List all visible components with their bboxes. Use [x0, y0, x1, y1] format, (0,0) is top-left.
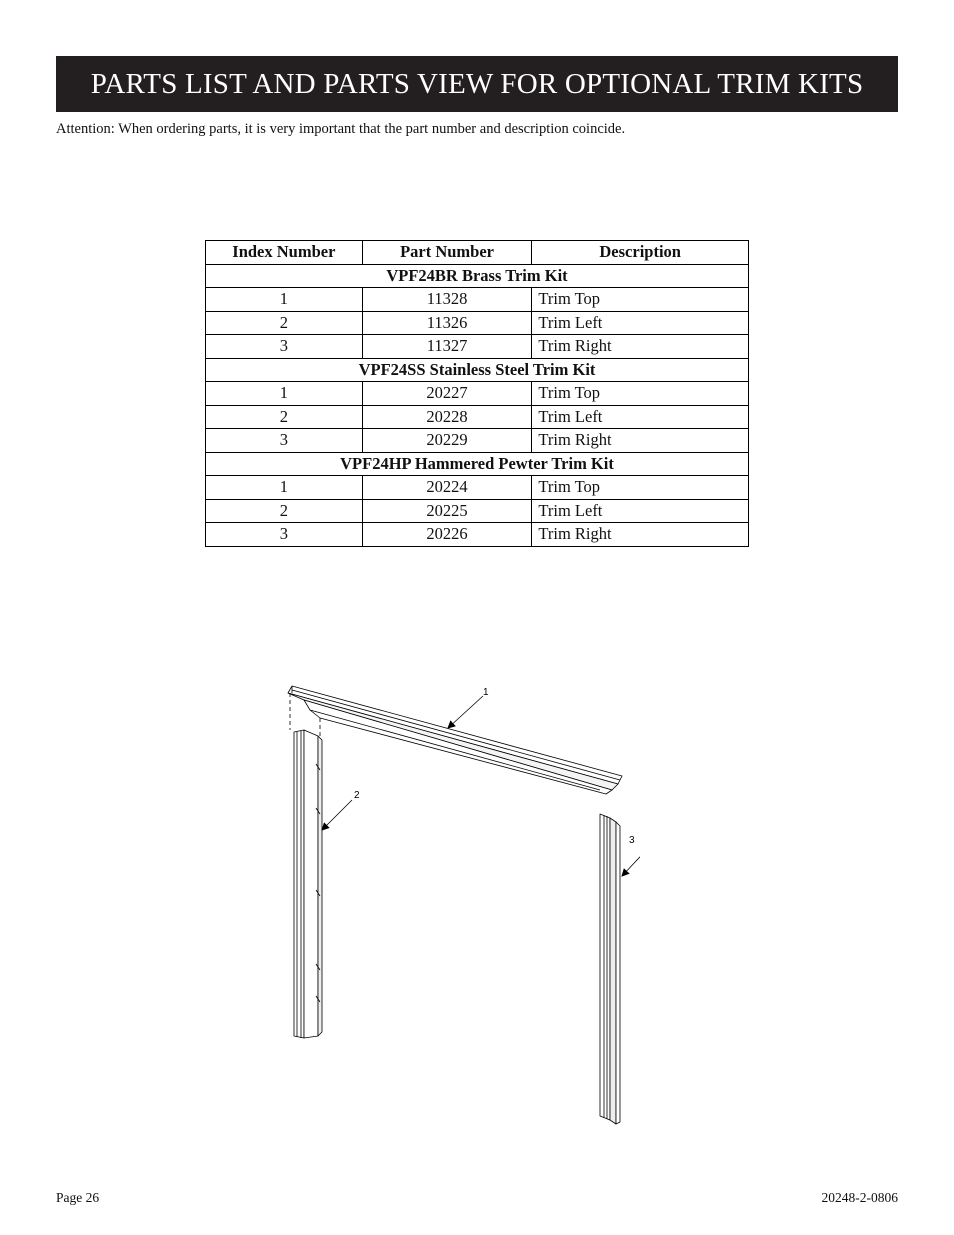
part-number-cell: 20227 [362, 382, 532, 406]
table-row [206, 476, 749, 500]
column-header-index: Index Number [206, 241, 363, 265]
table-row [206, 429, 749, 453]
callout-3-label: 3 [629, 835, 635, 846]
index-cell: 1 [206, 382, 363, 406]
callout-2-leader [322, 800, 352, 830]
part-number-cell: 20225 [362, 499, 532, 523]
table-row [206, 523, 749, 547]
part-number-cell: 20224 [362, 476, 532, 500]
index-cell: 2 [206, 311, 363, 335]
table-row [206, 335, 749, 359]
callout-3-leader [622, 844, 640, 876]
page-number: Page 26 [56, 1190, 100, 1205]
parts-table [205, 240, 749, 547]
kit-heading: VPF24SS Stainless Steel Trim Kit [206, 358, 749, 382]
table-row [206, 288, 749, 312]
column-header-description: Description [532, 241, 749, 265]
trim-left-part [294, 730, 322, 1038]
callout-2-label: 2 [354, 790, 360, 801]
part-number-cell: 20229 [362, 429, 532, 453]
table-row [206, 382, 749, 406]
callout-1-leader [448, 696, 483, 728]
part-number-cell: 11326 [362, 311, 532, 335]
description-cell: Trim Right [532, 523, 749, 547]
column-header-part: Part Number [362, 241, 532, 265]
index-cell: 3 [206, 523, 363, 547]
part-number-cell: 20226 [362, 523, 532, 547]
trim-kit-exploded-diagram [280, 680, 640, 1130]
description-cell: Trim Top [532, 288, 749, 312]
trim-top-part [288, 686, 622, 794]
index-cell: 2 [206, 405, 363, 429]
page-title-banner [56, 56, 898, 112]
index-cell: 2 [206, 499, 363, 523]
description-cell: Trim Top [532, 476, 749, 500]
page-title: PARTS LIST AND PARTS VIEW FOR OPTIONAL TRIM KITS [90, 67, 864, 100]
part-number-cell: 11327 [362, 335, 532, 359]
trim-right-part [600, 814, 620, 1124]
table-header-row [206, 241, 749, 265]
attention-note: Attention: When ordering parts, it is very important that the part number and description coincide. [56, 121, 626, 137]
description-cell: Trim Right [532, 429, 749, 453]
description-cell: Trim Right [532, 335, 749, 359]
kit-heading: VPF24BR Brass Trim Kit [206, 264, 749, 288]
index-cell: 1 [206, 288, 363, 312]
table-row [206, 499, 749, 523]
kit-heading: VPF24HP Hammered Pewter Trim Kit [206, 452, 749, 476]
index-cell: 3 [206, 335, 363, 359]
index-cell: 1 [206, 476, 363, 500]
table-row [206, 405, 749, 429]
description-cell: Trim Left [532, 499, 749, 523]
kit-heading-row [206, 358, 749, 382]
part-number-cell: 20228 [362, 405, 532, 429]
kit-heading-row [206, 452, 749, 476]
part-number-cell: 11328 [362, 288, 532, 312]
table-row [206, 311, 749, 335]
document-number: 20248-2-0806 [821, 1190, 898, 1205]
index-cell: 3 [206, 429, 363, 453]
callout-1-label: 1 [483, 687, 489, 698]
description-cell: Trim Top [532, 382, 749, 406]
description-cell: Trim Left [532, 311, 749, 335]
kit-heading-row [206, 264, 749, 288]
description-cell: Trim Left [532, 405, 749, 429]
